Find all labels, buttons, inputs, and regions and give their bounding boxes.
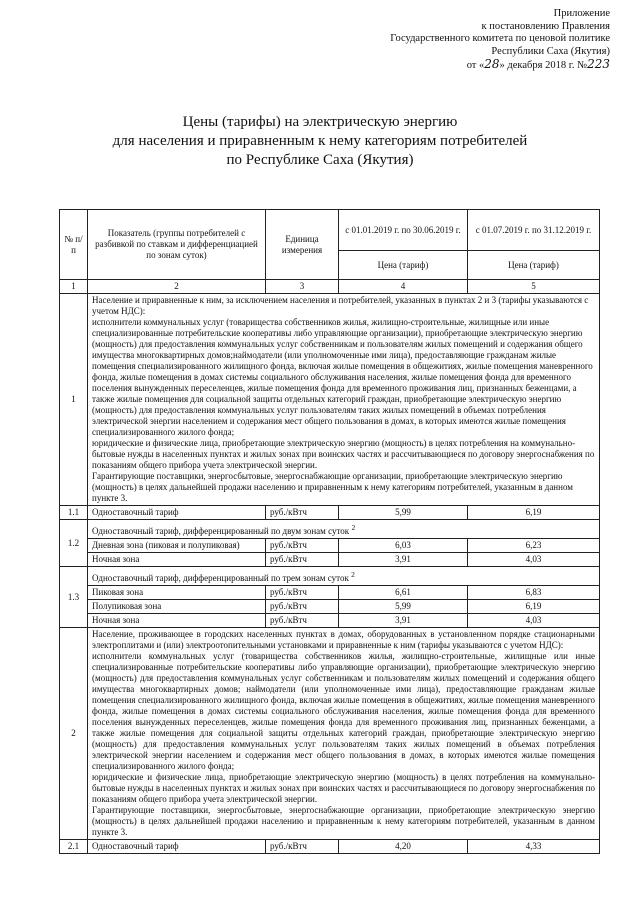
appendix-line: Приложение (553, 8, 610, 19)
row-price-2: 6,19 (468, 600, 600, 614)
table-row (60, 840, 600, 854)
description-line: исполнители коммунальных услуг (товарищества собственников жилья, жилищно-строительные, жилищные или иные специализированные потребительские кооперативы либо управляющие организации), приобретающие электрическую энергию (мощность) для предоставления коммунальных услуг собственникам и пользователям жилых помещений и содержания общего имущества многоквартирных домов; наймодатели (или уполномоченные ими лица), предоставляющие гражданам жилые помещения специализированного жилищного фонда, включая жилые помещения в общежитиях, жилые помещения маневренного фонда, жилые помещения в домах системы социального обслуживания населения, жилые помещения фонда для временного поселения вынужденных переселенцев, жилые помещения фонда для временного проживания лиц, признанных беженцами, а также жилые помещения для социальной защиты отдельных категорий граждан, приобретающие электрическую энергию (мощность) для предоставления коммунальных услуг пользователям таких жилых помещений в объемах потребления электрической энергии населением и содержания мест общего пользования в домах, в которых имеются жилые помещения специализированного жилого фонда; (92, 651, 595, 771)
group-2-row (60, 628, 600, 840)
table-row (60, 553, 600, 567)
group-1-row (60, 294, 600, 506)
row-price-2: 6,19 (468, 506, 600, 520)
subgroup-title-text: Одноставочный тариф, дифференцированный по трем зонам суток (92, 572, 349, 583)
column-numbers-row (60, 280, 600, 294)
row-name: Ночная зона (88, 614, 266, 628)
appendix-line: Республики Саха (Якутия) (491, 45, 610, 57)
group-1-num: 1 (60, 294, 88, 506)
header-period-2: с 01.07.2019 г. по 31.12.2019 г. (468, 210, 600, 251)
row-name: Одноставочный тариф (88, 506, 266, 520)
subgroup-title-row (60, 520, 600, 539)
row-name: Одноставочный тариф (88, 840, 266, 854)
date-day: 28 (484, 57, 500, 71)
subgroup-title-text: Одноставочный тариф, дифференцированный по двум зонам суток (92, 525, 350, 536)
row-price-2: 4,03 (468, 553, 600, 567)
row-price-1: 5,99 (339, 600, 468, 614)
row-name: Дневная зона (пиковая и полупиковая) (88, 539, 266, 553)
row-unit: руб./кВтч (266, 840, 339, 854)
appendix-block (390, 8, 610, 73)
group-2-num: 2 (60, 628, 88, 840)
row-unit: руб./кВтч (266, 506, 339, 520)
description-line: Население и приравненные к ним, за исключением населения и потребителей, указанных в пунктах 2 и 3 (тарифы указываются с учетом НДС): (92, 295, 589, 316)
row-name: Пиковая зона (88, 586, 266, 600)
table-row (60, 614, 600, 628)
header-period-1: с 01.01.2019 г. по 30.06.2019 г. (339, 210, 468, 251)
header-row (60, 210, 600, 251)
header-price-2: Цена (тариф) (468, 251, 600, 280)
title-line: по Республике Саха (Якутия) (226, 152, 414, 168)
row-num: 1.2 (60, 520, 88, 567)
row-price-1: 4,20 (339, 840, 468, 854)
row-price-1: 3,91 (339, 553, 468, 567)
row-unit: руб./кВтч (266, 586, 339, 600)
description-line: Гарантирующие поставщики, энергосбытовые, энергоснабжающие организации, приобретающие электрическую энергию (мощность) в целях дальнейшей продажи населению и приравненным к нему категориям потребителей, указанным в данном пункте 3. (92, 805, 595, 837)
document-title (0, 113, 640, 170)
title-line: Цены (тарифы) на электрическую энергию (182, 114, 458, 130)
col-number: 4 (339, 280, 468, 294)
header-num: № п/п (60, 210, 88, 280)
decree-number: 223 (587, 57, 610, 71)
appendix-date-line (390, 58, 610, 73)
table-row (60, 506, 600, 520)
description-line: юридические и физические лица, приобретающие электрическую энергию (мощность) в целях потребления на коммунально-бытовые нужды в населенных пунктах и жилых зонах при воинских частях и рассчитывающиеся по договору энергоснабжения по показаниям общего прибора учета электрической энергии. (92, 438, 595, 470)
description-line: Гарантирующие поставщики, энергосбытовые, энергоснабжающие организации, приобретающие электрическую энергию (мощность) в целях дальнейшей продажи населению и приравненным к нему категориям потребителей, указанным в данном пункте 3. (92, 471, 573, 503)
row-unit: руб./кВтч (266, 539, 339, 553)
row-unit: руб./кВтч (266, 600, 339, 614)
col-number: 1 (60, 280, 88, 294)
row-price-2: 6,23 (468, 539, 600, 553)
group-2-description (88, 628, 600, 840)
group-1-description (88, 294, 600, 506)
appendix-line: к постановлению Правления (481, 20, 610, 32)
date-mid: » декабря 2018 г. № (499, 60, 588, 71)
row-name: Полупиковая зона (88, 600, 266, 614)
footnote-mark: 2 (351, 522, 356, 532)
table-row (60, 539, 600, 553)
title-line: для населения и приравненным к нему категориям потребителей (112, 133, 528, 149)
row-price-2: 4,33 (468, 840, 600, 854)
row-num: 1.3 (60, 567, 88, 628)
header-indicator: Показатель (группы потребителей с разбивкой по ставкам и дифференциацией по зонам суток) (88, 210, 266, 280)
table-row (60, 600, 600, 614)
col-number: 5 (468, 280, 600, 294)
subgroup-title-row (60, 567, 600, 586)
appendix-line: Государственного комитета по ценовой политике (390, 33, 610, 44)
row-price-2: 4,03 (468, 614, 600, 628)
row-price-1: 6,61 (339, 586, 468, 600)
row-num: 2.1 (60, 840, 88, 854)
row-unit: руб./кВтч (266, 614, 339, 628)
row-price-1: 5,99 (339, 506, 468, 520)
row-price-1: 3,91 (339, 614, 468, 628)
header-price-1: Цена (тариф) (339, 251, 468, 280)
col-number: 2 (88, 280, 266, 294)
subgroup-title (88, 520, 600, 539)
row-unit: руб./кВтч (266, 553, 339, 567)
description-line: Население, проживающее в городских населенных пунктах в домах, оборудованных в установленном порядке стационарными электроплитами и (или) электроотопительными установками и приравненные к ним (тарифы указываются с учетом НДС): (92, 629, 595, 650)
header-unit: Единица измерения (266, 210, 339, 280)
tariffs-table (59, 209, 600, 854)
footnote-mark: 2 (351, 569, 355, 579)
row-name: Ночная зона (88, 553, 266, 567)
row-num: 1.1 (60, 506, 88, 520)
row-price-1: 6,03 (339, 539, 468, 553)
subgroup-title (88, 567, 600, 586)
row-price-2: 6,83 (468, 586, 600, 600)
description-line: юридические и физические лица, приобретающие электрическую энергию (мощность) в целях потребления на коммунально-бытовые нужды в населенных пунктах и жилых зонах при воинских частях и рассчитывающиеся по договору энергоснабжения по показаниям общего прибора учета электрической энергии. (92, 772, 595, 804)
description-line: исполнители коммунальных услуг (товарищества собственников жилья, жилищно-строительные, жилищные или иные специализированные потребительские кооперативы либо управляющие организации), приобретающие электрическую энергию (мощность) для предоставления коммунальных услуг собственникам и пользователям жилых помещений и содержания общего имущества многоквартирных домов;наймодатели (или уполномоченные ими лица), предоставляющие гражданам жилые помещения специализированного жилищного фонда, включая жилые помещения в общежитиях, жилые помещения маневренного фонда, жилые помещения в домах системы социального обслуживания населения, жилые помещения фонда для временного поселения вынужденных переселенцев, жилые помещения фонда для временного проживания лиц, признанных беженцами, а также жилые помещения для социальной защиты отдельных категорий граждан, приобретающие электрическую энергию (мощность) для предоставления коммунальных услуг пользователям таких жилых помещений в объемах потребления электрической энергии населением и содержания мест общего пользования в домах, в которых имеются жилые помещения специализированного жилого фонда; (92, 317, 593, 437)
col-number: 3 (266, 280, 339, 294)
table-row (60, 586, 600, 600)
date-prefix: от « (466, 60, 485, 71)
